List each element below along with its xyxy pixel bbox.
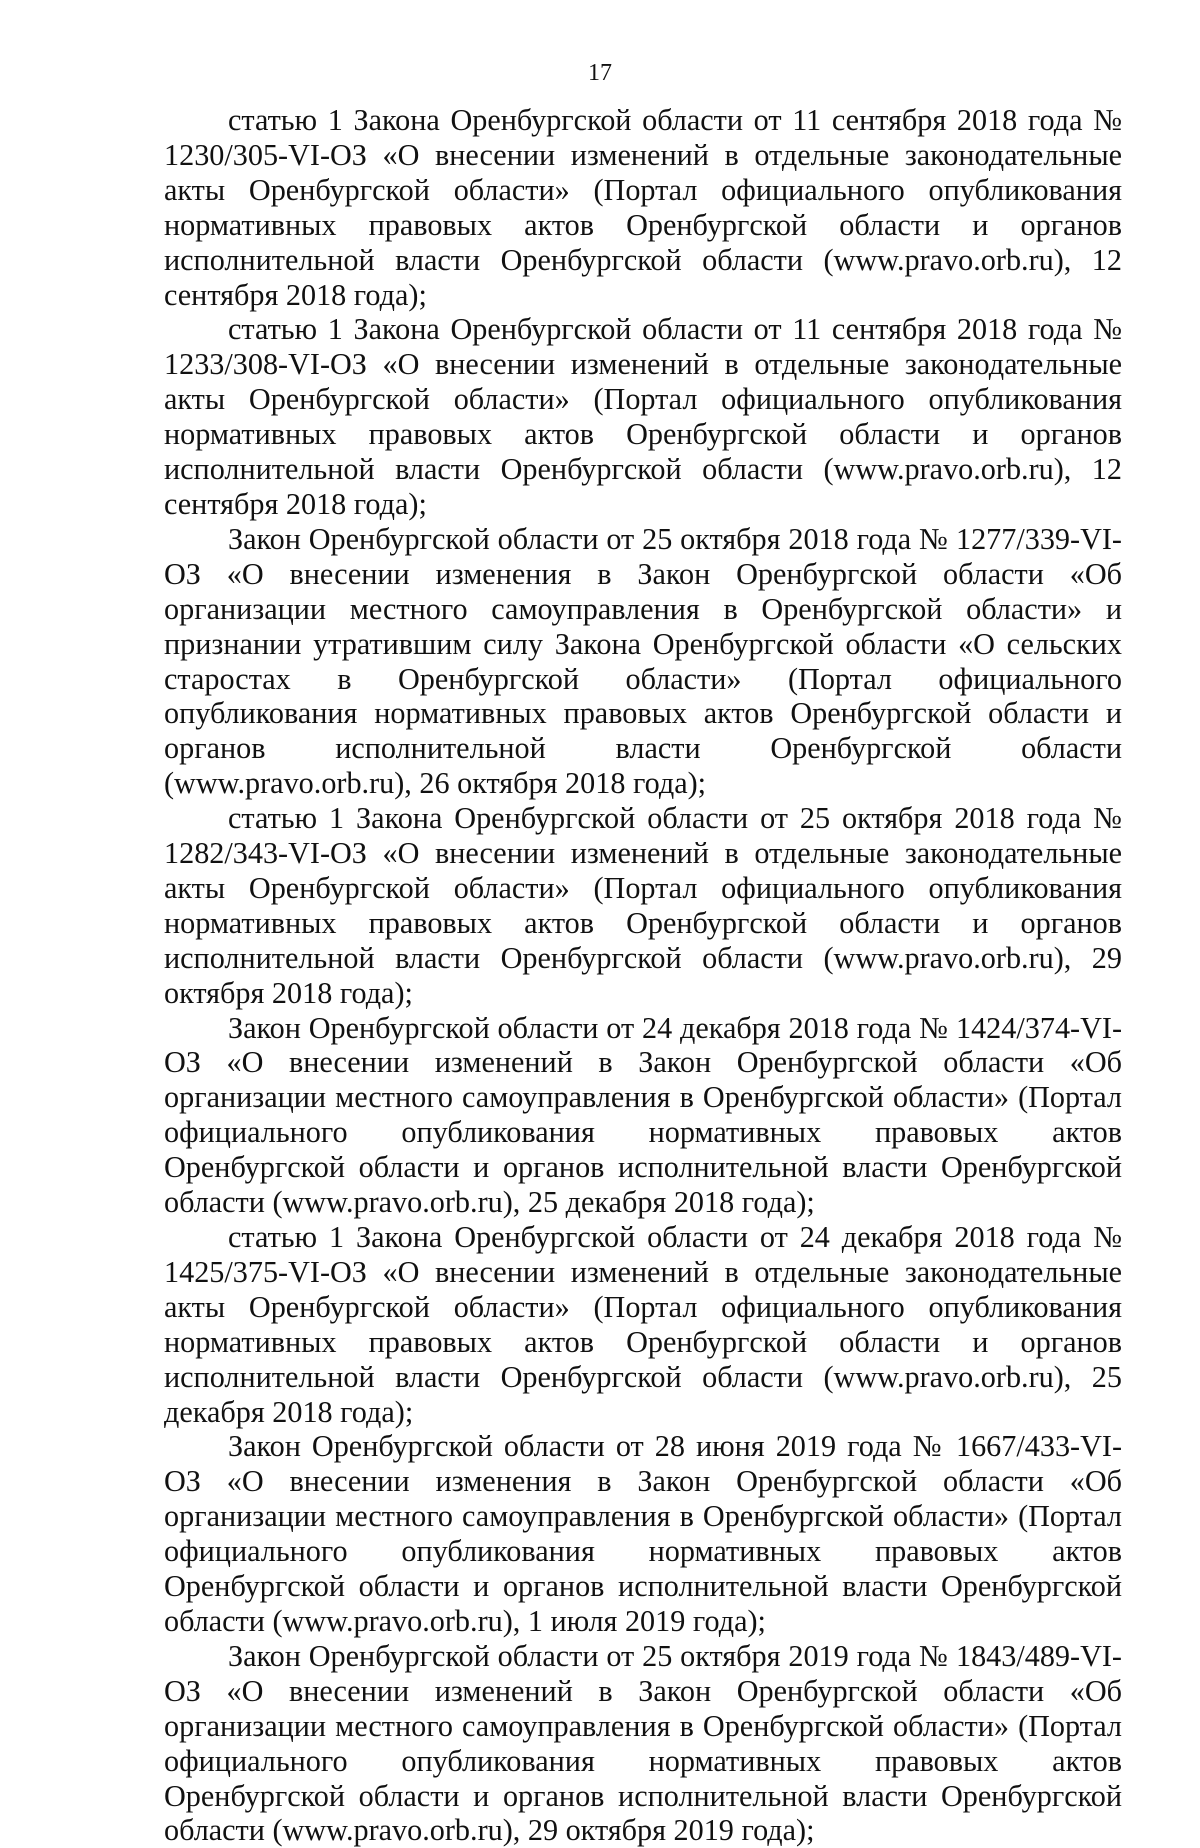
list-item-paragraph: статью 1 Закона Оренбургской области от 11 сентября 2018 года № 1230/305-VI-ОЗ «О внесении изменений в отдельные законодательные акты Оренбургской области» (Портал официального опубликования нормативных правовых актов Оренбургской области и органов исполнительной власти Оренбургской области (www.pravo.orb.ru), 12 сентября 2018 года); [164,103,1122,312]
document-body [164,103,1122,1848]
list-item-paragraph: статью 1 Закона Оренбургской области от 25 октября 2018 года № 1282/343-VI-ОЗ «О внесении изменений в отдельные законодательные акты Оренбургской области» (Портал официального опубликования нормативных правовых актов Оренбургской области и органов исполнительной власти Оренбургской области (www.pravo.orb.ru), 29 октября 2018 года); [164,801,1122,1010]
list-item-paragraph: статью 1 Закона Оренбургской области от 24 декабря 2018 года № 1425/375-VI-ОЗ «О внесении изменений в отдельные законодательные акты Оренбургской области» (Портал официального опубликования нормативных правовых актов Оренбургской области и органов исполнительной власти Оренбургской области (www.pravo.orb.ru), 25 декабря 2018 года); [164,1220,1122,1429]
list-item-paragraph: Закон Оренбургской области от 25 октября 2019 года № 1843/489-VI-ОЗ «О внесении изменений в Закон Оренбургской области «Об организации местного самоуправления в Оренбургской области» (Портал официального опубликования нормативных правовых актов Оренбургской области и органов исполнительной власти Оренбургской области (www.pravo.orb.ru), 29 октября 2019 года); [164,1638,1122,1848]
page-number: 17 [588,60,612,86]
list-item-paragraph: статью 1 Закона Оренбургской области от 11 сентября 2018 года № 1233/308-VI-ОЗ «О внесении изменений в отдельные законодательные акты Оренбургской области» (Портал официального опубликования нормативных правовых актов Оренбургской области и органов исполнительной власти Оренбургской области (www.pravo.orb.ru), 12 сентября 2018 года); [164,312,1122,521]
list-item-paragraph: Закон Оренбургской области от 24 декабря 2018 года № 1424/374-VI-ОЗ «О внесении изменений в Закон Оренбургской области «Об организации местного самоуправления в Оренбургской области» (Портал официального опубликования нормативных правовых актов Оренбургской области и органов исполнительной власти Оренбургской области (www.pravo.orb.ru), 25 декабря 2018 года); [164,1010,1122,1220]
list-item-paragraph: Закон Оренбургской области от 25 октября 2018 года № 1277/339-VI-ОЗ «О внесении изменения в Закон Оренбургской области «Об организации местного самоуправления в Оренбургской области» и признании утратившим силу Закона Оренбургской области «О сельских старостах в Оренбургской области» (Портал официального опубликования нормативных правовых актов Оренбургской области и органов исполнительной власти Оренбургской области (www.pravo.orb.ru), 26 октября 2018 года); [164,521,1122,801]
list-item-paragraph: Закон Оренбургской области от 28 июня 2019 года № 1667/433-VI-ОЗ «О внесении изменения в Закон Оренбургской области «Об организации местного самоуправления в Оренбургской области» (Портал официального опубликования нормативных правовых актов Оренбургской области и органов исполнительной власти Оренбургской области (www.pravo.orb.ru), 1 июля 2019 года); [164,1429,1122,1638]
